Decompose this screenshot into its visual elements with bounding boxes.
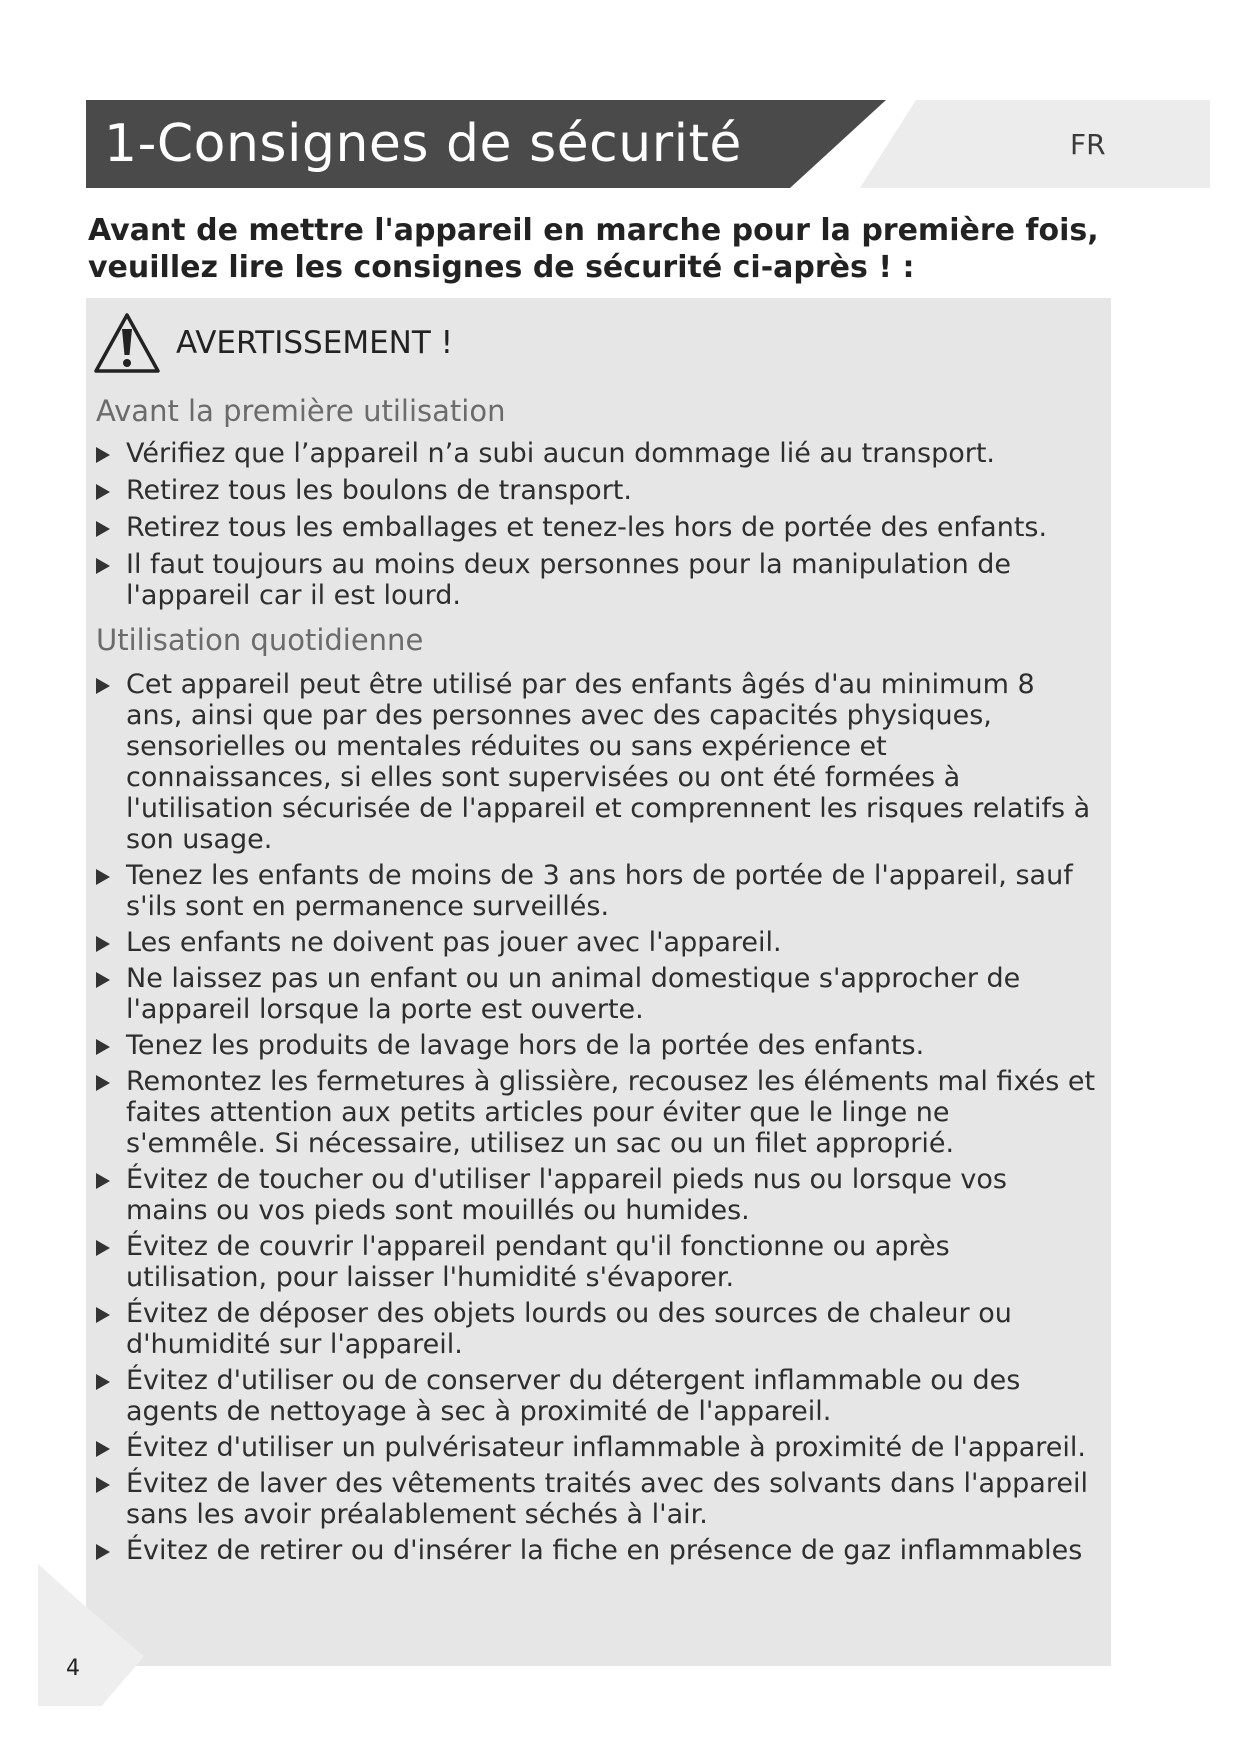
list-item-text: Les enfants ne doivent pas jouer avec l'appareil. xyxy=(126,927,782,958)
bullet-arrow-icon xyxy=(96,1441,110,1457)
list-item-text: Remontez les fermetures à glissière, recousez les éléments mal fixés et faites attention aux petits articles pour éviter que le linge ne s'emmêle. Si nécessaire, utilisez un sac ou un filet approprié. xyxy=(126,1066,1096,1159)
list-item xyxy=(96,927,1096,958)
list-item-text: Ne laissez pas un enfant ou un animal domestique s'approcher de l'appareil lorsque la porte est ouverte. xyxy=(126,963,1021,1025)
list-item-text: Retirez tous les emballages et tenez-les hors de portée des enfants. xyxy=(126,512,1048,543)
list-item-text: Évitez d'utiliser un pulvérisateur inflammable à proximité de l'appareil. xyxy=(126,1432,1086,1463)
list-item-text: Tenez les produits de lavage hors de la portée des enfants. xyxy=(126,1030,925,1061)
list-item xyxy=(96,1030,1096,1061)
bullet-arrow-icon xyxy=(96,972,110,988)
bullet-arrow-icon xyxy=(96,558,110,574)
list-item xyxy=(96,860,1096,922)
list-item xyxy=(96,1432,1096,1463)
list-item-text: Cet appareil peut être utilisé par des enfants âgés d'au minimum 8 ans, ainsi que par des personnes avec des capacités physiques, sensorielles ou mentales réduites ou sans expérience et connaissances, si elles sont supervisées ou ont été formées à l'utilisation sécurisée de l'appareil et comprennent les risques relatifs à son usage. xyxy=(126,669,1091,855)
list-item-text: Retirez tous les boulons de transport. xyxy=(126,475,632,506)
warning-title: AVERTISSEMENT ! xyxy=(176,325,454,361)
list-item xyxy=(96,1231,1096,1293)
bullet-arrow-icon xyxy=(96,936,110,952)
bullet-arrow-icon xyxy=(96,1307,110,1323)
list-item xyxy=(96,1298,1096,1360)
daily-use-list xyxy=(96,669,1096,1566)
list-item-text: Évitez d'utiliser ou de conserver du détergent inflammable ou des agents de nettoyage à sec à proximité de l'appareil. xyxy=(126,1365,1021,1427)
list-item xyxy=(96,963,1096,1025)
language-label: FR xyxy=(1070,128,1106,161)
list-item xyxy=(96,549,1096,611)
list-item-text: Évitez de déposer des objets lourds ou des sources de chaleur ou d'humidité sur l'appareil. xyxy=(126,1298,1012,1360)
list-item-text: Vérifiez que l’appareil n’a subi aucun dommage lié au transport. xyxy=(126,438,996,469)
list-item xyxy=(96,1066,1096,1159)
bullet-arrow-icon xyxy=(96,1240,110,1256)
bullet-arrow-icon xyxy=(96,447,110,463)
warning-triangle-icon xyxy=(92,311,162,375)
bullet-arrow-icon xyxy=(96,1477,110,1493)
list-item xyxy=(96,475,1096,506)
list-item-text: Évitez de retirer ou d'insérer la fiche en présence de gaz inflammables xyxy=(126,1535,1083,1566)
page-number: 4 xyxy=(66,1656,80,1681)
list-item xyxy=(96,1164,1096,1226)
list-item-text: Tenez les enfants de moins de 3 ans hors de portée de l'appareil, sauf s'ils sont en permanence surveillés. xyxy=(126,860,1073,922)
warning-header xyxy=(92,310,453,376)
section-heading-daily-use: Utilisation quotidienne xyxy=(96,623,424,657)
bullet-arrow-icon xyxy=(96,521,110,537)
bullet-arrow-icon xyxy=(96,678,110,694)
bullet-arrow-icon xyxy=(96,869,110,885)
bullet-arrow-icon xyxy=(96,1173,110,1189)
bullet-arrow-icon xyxy=(96,1544,110,1560)
list-item-text: Évitez de couvrir l'appareil pendant qu'il fonctionne ou après utilisation, pour laisser l'humidité s'évaporer. xyxy=(126,1231,950,1293)
bullet-arrow-icon xyxy=(96,484,110,500)
intro-text: Avant de mettre l'appareil en marche pour la première fois, veuillez lire les consignes de sécurité ci-après ! : xyxy=(88,213,1099,285)
first-use-list xyxy=(96,438,1096,611)
list-item xyxy=(96,512,1096,543)
list-item xyxy=(96,438,1096,469)
section-heading-first-use: Avant la première utilisation xyxy=(96,394,506,428)
list-item-text: Il faut toujours au moins deux personnes pour la manipulation de l'appareil car il est lourd. xyxy=(126,549,1012,611)
safety-content xyxy=(96,392,1096,1571)
bullet-arrow-icon xyxy=(96,1374,110,1390)
list-item xyxy=(96,1468,1096,1530)
language-tab xyxy=(860,100,1210,188)
list-item xyxy=(96,669,1096,855)
page-title: 1-Consignes de sécurité xyxy=(104,114,742,174)
list-item xyxy=(96,1535,1096,1566)
bullet-arrow-icon xyxy=(96,1075,110,1091)
list-item-text: Évitez de laver des vêtements traités avec des solvants dans l'appareil sans les avoir préalablement séchés à l'air. xyxy=(126,1468,1088,1530)
bullet-arrow-icon xyxy=(96,1039,110,1055)
list-item-text: Évitez de toucher ou d'utiliser l'appareil pieds nus ou lorsque vos mains ou vos pieds sont mouillés ou humides. xyxy=(126,1164,1007,1226)
list-item xyxy=(96,1365,1096,1427)
